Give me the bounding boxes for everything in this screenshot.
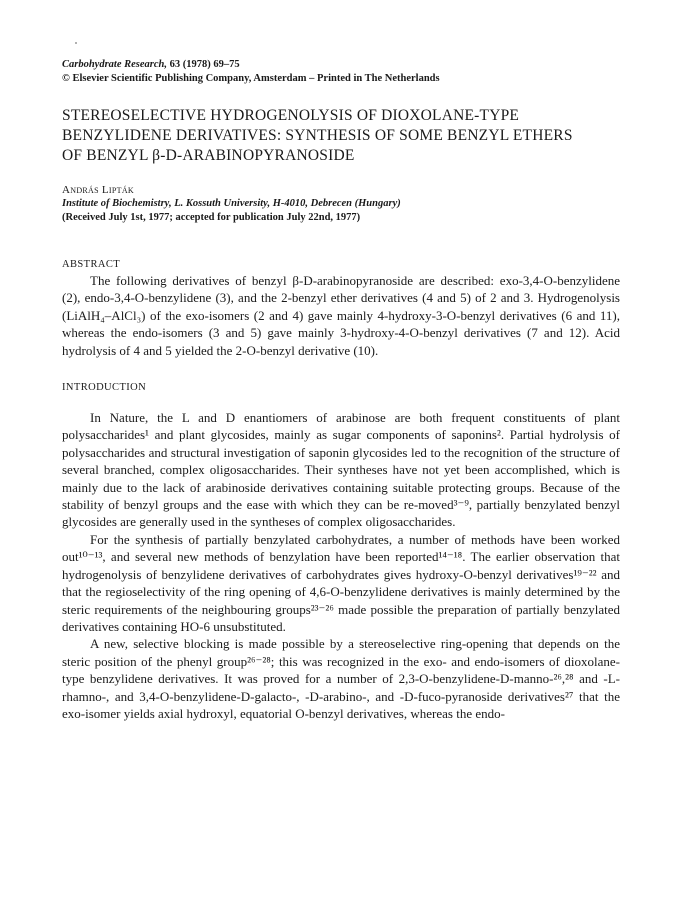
introduction-body (62, 409, 620, 722)
paragraph: For the synthesis of partially benzylated carbohydrates, a number of methods have been worked out¹⁰⁻¹³, and several new methods of benzylation have been reported¹⁴⁻¹⁸. The earlier observation that hydrogenolysis of benzylidene derivatives of carbohydrates gives hydroxy-O-benzyl derivatives¹⁹⁻²² and that the regioselectivity of the ring opening of 4,6-O-benzylidene derivatives is mainly determined by the steric requirements of the neighbouring groups²³⁻²⁶ made possible the preparation of partially benzylated derivatives containing HO-6 unsubstituted. (62, 531, 620, 634)
received-dates: (Received July 1st, 1977; accepted for publication July 22nd, 1977) (62, 212, 361, 223)
article-title (62, 106, 620, 166)
page (62, 58, 620, 722)
title-line: STEREOSELECTIVE HYDROGENOLYSIS OF DIOXOLANE-TYPE (62, 107, 520, 124)
title-line: BENZYLIDENE DERIVATIVES: SYNTHESIS OF SOME BENZYL ETHERS (62, 127, 573, 144)
journal-citation (62, 58, 620, 72)
introduction-heading: INTRODUCTION (62, 382, 147, 394)
paragraph: A new, selective blocking is made possible by a stereoselective ring-opening that depends on the steric position of the phenyl group²⁶⁻²⁸; this was recognized in the exo- and endo-isomers of dioxolane-type benzylidene derivatives. It was proved for a number of 2,3-O-benzylidene-D-manno-²⁶,²⁸ and -L-rhamno-, and 3,4-O-benzylidene-D-galacto-, -D-arabino-, and -D-fuco-pyranoside derivatives²⁷ that the exo-isomer yields axial hydroxyl, equatorial O-benzyl derivatives, whereas the endo- (62, 636, 620, 721)
author-name: András Lipták (62, 184, 134, 196)
journal-name: Carbohydrate Research, (62, 59, 167, 70)
affiliation: Institute of Biochemistry, L. Kossuth University, H-4010, Debrecen (Hungary) (62, 198, 401, 209)
copyright-line: © Elsevier Scientific Publishing Company, Amsterdam – Printed in The Netherlands (62, 73, 440, 84)
journal-volume: 63 (1978) 69–75 (167, 59, 240, 70)
speck (75, 42, 77, 44)
title-line: OF BENZYL β-D-ARABINOPYRANOSIDE (62, 147, 355, 164)
abstract-heading: ABSTRACT (62, 259, 121, 270)
abstract-text: The following derivatives of benzyl β-D-arabinopyranoside are described: exo-3,4-O-benzylidene (2), endo-3,4-O-benzylidene (3), and the 2-benzyl ether derivatives (4 and 5) of 2 and 3. Hydrogenolysis (LiAlH₄–AlCl₃) of the exo-isomers (2 and 4) gave mainly 4-hydroxy-3-O-benzyl derivatives (6 and 11), whereas the endo-isomers (3 and 5) gave mainly 3-hydroxy-4-O-benzyl derivatives (7 and 12). Acid hydrolysis of 4 and 5 yielded the 2-O-benzyl derivative (10). (62, 273, 620, 358)
paragraph: In Nature, the L and D enantiomers of arabinose are both frequent constituents of plant polysaccharides¹ and plant glycosides, mainly as sugar components of saponins². Partial hydrolysis of polysaccharides and structural investigation of saponin glycosides led to the recognition of the structure of several branched, complex oligosaccharides. Their syntheses have not yet been accomplished, which is mainly due to the lack of arabinoside derivatives containing suitable protecting groups. Because of the stability of benzyl groups and the ease with which they can be re-moved³⁻⁹, partially benzylated benzyl glycosides are generally used in the syntheses of complex oligosaccharides. (62, 410, 620, 530)
